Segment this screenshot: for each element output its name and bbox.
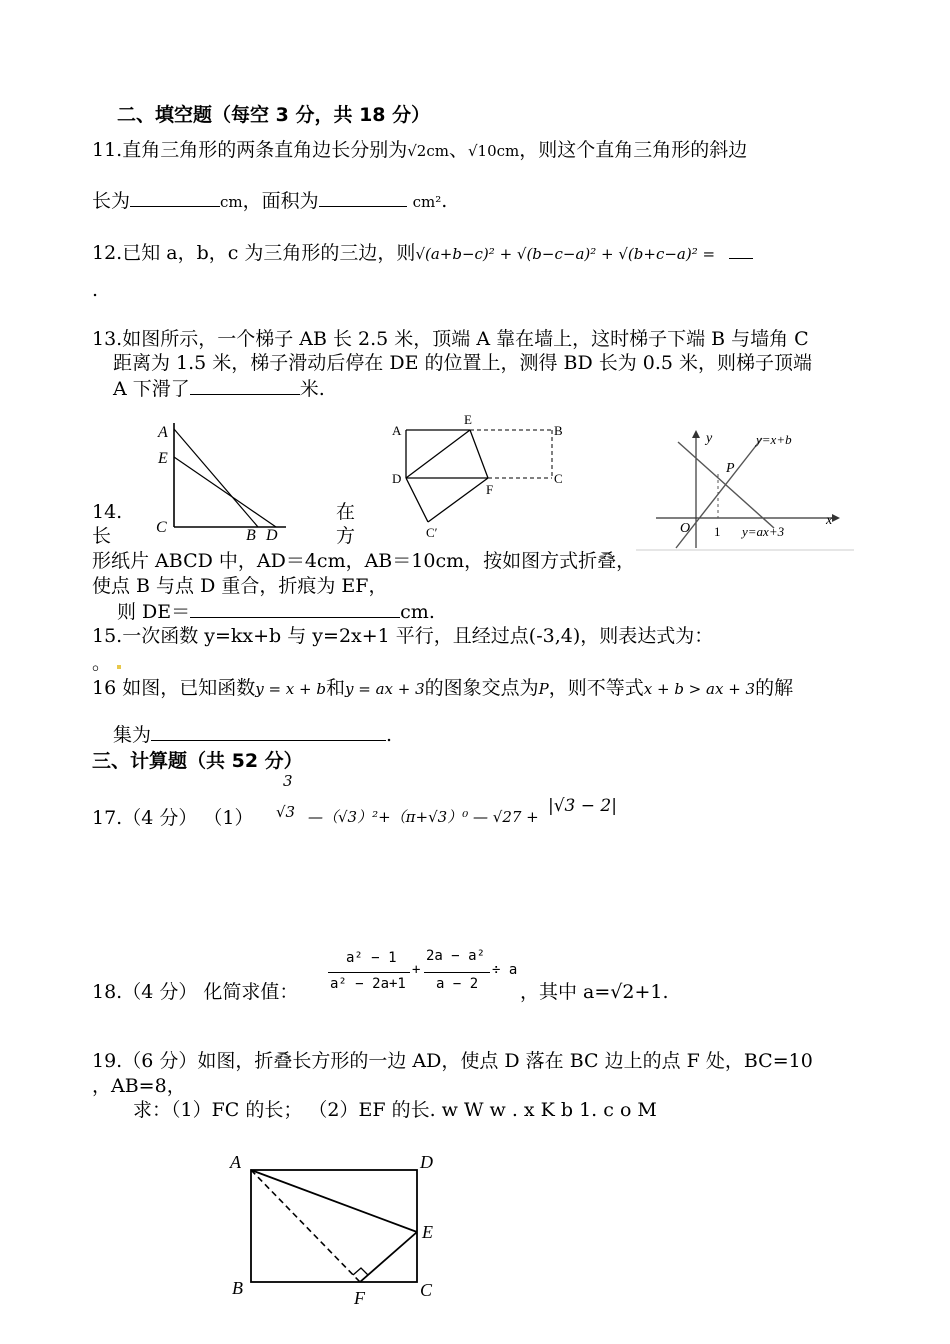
q18-fraction-bar-1 bbox=[328, 972, 410, 973]
q18-numerator-1: a² − 1 bbox=[346, 950, 397, 966]
q11-unit-cm-3: cm bbox=[220, 193, 243, 211]
q15-yellow-dot bbox=[117, 665, 121, 669]
question-18-label: 18.（4 分） 化简求值： bbox=[92, 981, 299, 1003]
rect-label-a: A bbox=[230, 1152, 241, 1172]
section-title-fill-in: 二、填空题（每空 3 分，共 18 分） bbox=[117, 104, 431, 126]
question-19-line1: 19.（6 分）如图，折叠长方形的一边 AD，使点 D 落在 BC 边上的点 F 处，BC=10 bbox=[92, 1050, 813, 1072]
question-14-line4 bbox=[117, 599, 435, 624]
rect-segment-fe bbox=[360, 1232, 417, 1282]
fold-edge-c-prime-f bbox=[428, 478, 488, 522]
answer-blank-q14[interactable] bbox=[190, 599, 400, 618]
q18-suffix: ，其中 a=√2+1. bbox=[520, 981, 669, 1003]
question-13-line2: 距离为 1.5 米，梯子滑动后停在 DE 的位置上，测得 BD 长为 0.5 米，则梯子顶端 bbox=[113, 352, 813, 374]
y-axis-arrow bbox=[692, 430, 700, 438]
x-axis-arrow bbox=[832, 514, 840, 522]
ladder-label-c: C bbox=[156, 519, 167, 536]
question-14-number: 14. bbox=[92, 501, 123, 523]
answer-blank-q12[interactable] bbox=[729, 240, 753, 259]
rect-label-c: C bbox=[420, 1280, 433, 1300]
question-12 bbox=[92, 240, 753, 266]
question-13-line3 bbox=[113, 376, 325, 401]
q11-label-length: 长为 bbox=[92, 190, 131, 212]
q16-line2-prefix: 集为 bbox=[113, 724, 152, 746]
answer-blank-hypotenuse[interactable] bbox=[130, 188, 220, 207]
q16-function-2: y = ax + 3 bbox=[344, 680, 425, 698]
q16-point-p: P bbox=[538, 680, 549, 698]
q16-end: . bbox=[386, 724, 393, 746]
q18-divide-a: ÷ a bbox=[492, 962, 518, 978]
question-13-line1: 13.如图所示，一个梯子 AB 长 2.5 米，顶端 A 靠在墙上，这时梯子下端 B 与墙角 C bbox=[92, 328, 809, 350]
q17-absolute-value: |√3 − 2| bbox=[548, 796, 617, 816]
q14-prefix: 则 DE＝ bbox=[117, 601, 191, 623]
q11-unit-cm2: cm² bbox=[412, 193, 442, 211]
fold-label-d: D bbox=[392, 471, 402, 486]
q11-unit-cm-2: cm bbox=[496, 142, 520, 160]
ladder-de bbox=[174, 457, 276, 527]
question-16-line1 bbox=[92, 676, 793, 701]
rect-abcd bbox=[251, 1170, 417, 1282]
q18-denominator-2: a − 2 bbox=[436, 976, 479, 992]
right-angle-mark bbox=[353, 1268, 368, 1275]
fold-label-c: C bbox=[554, 471, 563, 486]
ladder-ab bbox=[174, 429, 258, 527]
line-y-ax-plus-3 bbox=[678, 442, 774, 528]
fold-label-f: F bbox=[486, 482, 494, 497]
q12-end: . bbox=[92, 279, 99, 301]
q16-mid2: ，则不等式 bbox=[548, 677, 644, 699]
fold-label-c-prime: C′ bbox=[426, 525, 438, 540]
answer-blank-q16[interactable] bbox=[151, 722, 386, 741]
q11-separator: 、 bbox=[448, 139, 468, 161]
q16-inequality: x + b > ax + 3 bbox=[643, 680, 756, 698]
fold-segment-de bbox=[406, 430, 470, 478]
question-19-line2: ，AB=8， bbox=[92, 1075, 186, 1097]
q13-suffix: 米. bbox=[299, 378, 325, 400]
q11-end: . bbox=[441, 190, 448, 212]
graph-label-line2: y=ax+3 bbox=[742, 524, 785, 539]
q11-text-suffix: ，则这个直角三角形的斜边 bbox=[519, 139, 748, 161]
q11-unit-cm: cm bbox=[426, 142, 449, 160]
fold-edge-dc-prime bbox=[406, 478, 428, 522]
fold-crease-ef bbox=[470, 430, 488, 478]
q18-plus: + bbox=[412, 962, 421, 978]
fold-figure bbox=[388, 410, 578, 545]
q14-word-fang: 方 bbox=[336, 525, 356, 547]
q14-word-zai: 在 bbox=[336, 501, 356, 523]
q18-numerator-2: 2a − a² bbox=[426, 948, 486, 964]
q12-expression: √(a+b−c)² + √(b−c−a)² + √(b+c−a)² = bbox=[415, 245, 716, 263]
q14-suffix: cm. bbox=[400, 601, 435, 623]
q13-prefix: A 下滑了 bbox=[113, 378, 190, 400]
q17-expression: —（√3）²+（π+√3）⁰ — √27 + bbox=[308, 808, 539, 826]
section-title-calculation: 三、计算题（共 52 分） bbox=[92, 750, 303, 772]
question-14-line2: 形纸片 ABCD 中，AD＝4cm，AB＝10cm，按如图方式折叠， bbox=[92, 550, 636, 572]
question-11-line1 bbox=[92, 138, 747, 163]
question-14-line3: 使点 B 与点 D 重合，折痕为 EF， bbox=[92, 575, 388, 597]
fold-label-e: E bbox=[464, 412, 472, 427]
graph-label-origin: O bbox=[680, 521, 691, 536]
q16-and: 和 bbox=[325, 677, 345, 699]
fold-label-b: B bbox=[554, 423, 563, 438]
q11-text-prefix: 11.直角三角形的两条直角边长分别为 bbox=[92, 139, 408, 161]
rectangle-fold-figure bbox=[226, 1146, 446, 1306]
q18-fraction-bar-2 bbox=[424, 972, 490, 973]
q16-function-1: y = x + b bbox=[255, 680, 326, 698]
q16-prefix: 16 如图，已知函数 bbox=[92, 677, 256, 699]
q17-fraction-denominator: √3 bbox=[276, 803, 296, 821]
rect-label-f: F bbox=[354, 1288, 365, 1306]
q16-suffix: 的解 bbox=[755, 677, 794, 699]
answer-blank-area[interactable] bbox=[319, 188, 407, 207]
q11-sqrt-2: √2 bbox=[407, 142, 427, 160]
rect-label-e: E bbox=[422, 1222, 433, 1242]
graph-label-y: y bbox=[706, 431, 713, 446]
ladder-label-e: E bbox=[158, 450, 168, 467]
graph-label-p: P bbox=[726, 461, 735, 476]
q16-mid: 的图象交点为 bbox=[424, 677, 539, 699]
rect-label-b: B bbox=[232, 1278, 243, 1298]
graph-label-one: 1 bbox=[714, 524, 721, 539]
q18-denominator-1: a² − 2a+1 bbox=[330, 976, 406, 992]
question-15-line2 bbox=[92, 651, 121, 675]
q18-expression bbox=[328, 948, 518, 1000]
rect-label-d: D bbox=[420, 1152, 433, 1172]
question-15-line1: 15.一次函数 y=kx+b 与 y=2x+1 平行，且经过点(-3,4)，则表达式为： bbox=[92, 625, 714, 647]
question-17-label: 17.（4 分） （1） bbox=[92, 807, 254, 829]
q11-label-area: ，面积为 bbox=[242, 190, 319, 212]
q11-sqrt-10: √10 bbox=[467, 142, 497, 160]
ladder-label-b: B bbox=[246, 527, 256, 540]
ladder-label-a: A bbox=[158, 424, 168, 441]
q15-answer-mark: 。 bbox=[92, 652, 112, 674]
answer-blank-q13[interactable] bbox=[190, 376, 300, 395]
graph-label-line1: y=x+b bbox=[756, 432, 792, 447]
q14-word-chang: 长 bbox=[92, 525, 112, 547]
graph-label-x: x bbox=[826, 513, 833, 528]
question-16-line2 bbox=[113, 722, 392, 747]
q17-fraction-numerator: 3 bbox=[283, 772, 293, 790]
q12-text: 12.已知 a，b，c 为三角形的三边，则 bbox=[92, 242, 416, 264]
question-11-line2 bbox=[92, 188, 447, 214]
rect-segment-ae bbox=[251, 1170, 417, 1232]
ladder-figure bbox=[150, 415, 290, 540]
ladder-label-d: D bbox=[266, 527, 278, 540]
rect-segment-af-dashed bbox=[251, 1170, 360, 1282]
question-19-line3: 求：（1）FC 的长； （2）EF 的长. w W w . x K b 1. c o M bbox=[133, 1099, 657, 1121]
function-graph-figure bbox=[636, 412, 854, 554]
fold-label-a: A bbox=[392, 423, 402, 438]
